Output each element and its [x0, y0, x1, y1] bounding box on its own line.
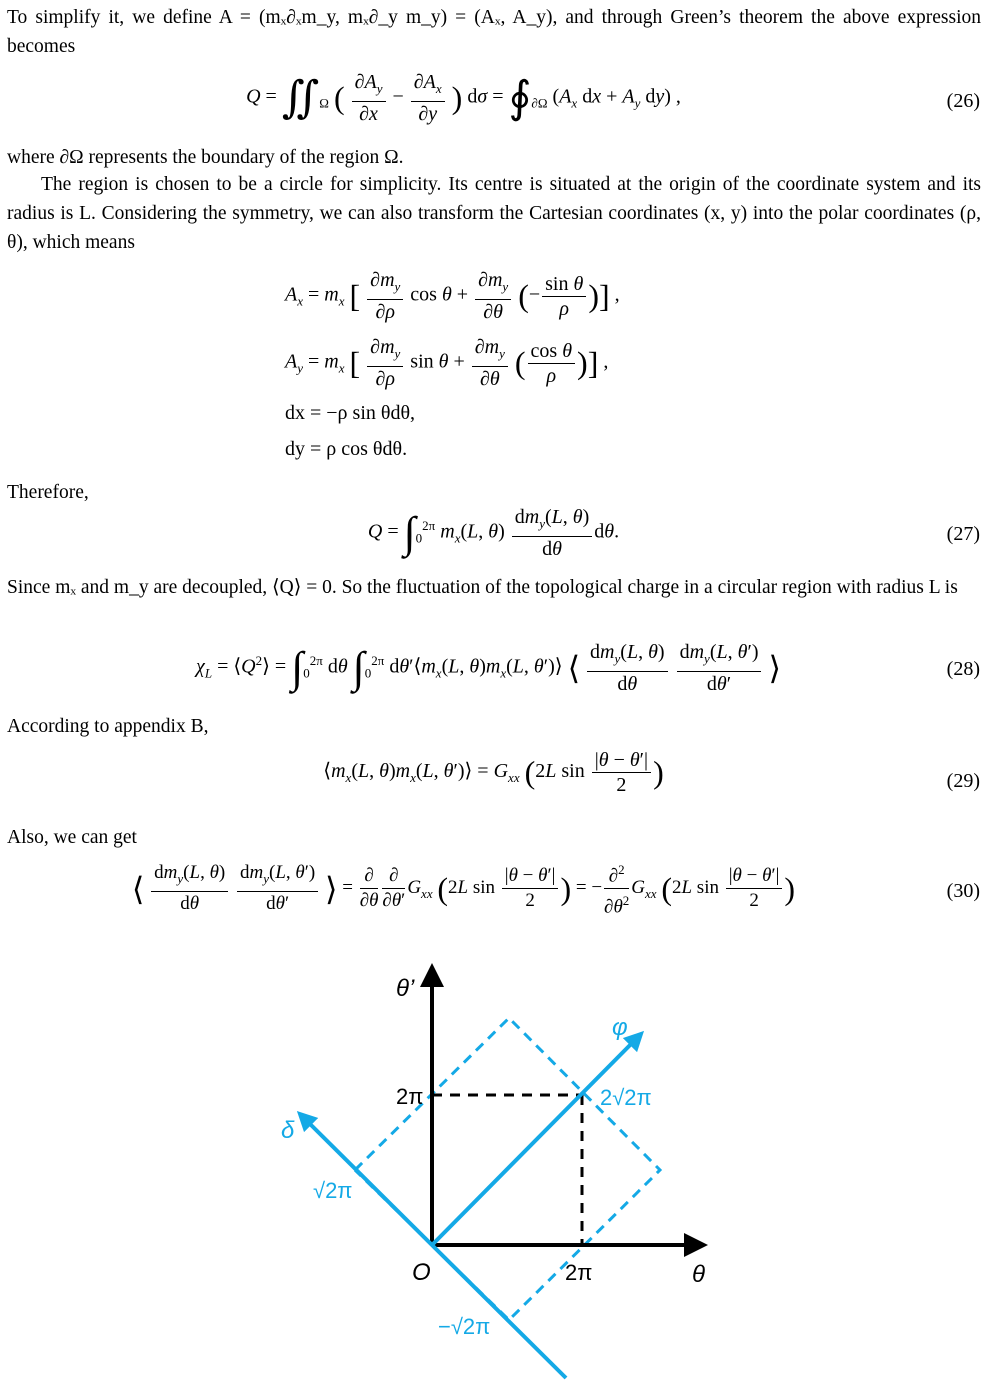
polar-equation-Ay: $A_y = m_x$ [ $\frac{\partial m_y}{\partial\rho}$ sin θ + $\frac{\partial m_y}{\partial\theta}$ ( $\frac{\text{cos θ}}{\rho}$ )] , — [285, 336, 609, 390]
paragraph-circle-region: The region is chosen to be a circle for simplicity. Its centre is situated at the origin of the coordinate system and its radius is L. Considering the symmetry, we can also transform the Cartesian coordinates (x, y) into the polar coordinates (ρ, θ), which means — [7, 174, 981, 253]
label-2pi-vertical: 2π — [396, 1084, 424, 1109]
phi-axis — [432, 1038, 637, 1245]
label-phi: φ — [612, 1014, 628, 1041]
equation-27-body: $Q = \int_0^{2\pi}$ $m_x(L$, θ) $\frac{dm_y(L, \theta)}{d\theta}$ dθ. — [367, 506, 620, 560]
paragraph-therefore: Therefore, — [7, 482, 89, 503]
equation-26-number: (26) — [946, 90, 980, 112]
label-2pi-horizontal: 2π — [565, 1260, 593, 1285]
label-theta-prime: θ’ — [396, 975, 415, 1002]
equation-30-body: ⟨ $\frac{dm_y(L, \theta)}{d\theta}$ $\frac{dm_y(L, \theta')}{d\theta'}$ ⟩ = $\frac{\partial}{\partial\theta}$ $\frac{\partial}{\partial\theta'}$ $G_{xx}$ (2L sin $\frac{|\theta - \theta'|}{2}$ ) = − $\frac{\partial^2}{\partial\theta^2}$ $G_{xx}$ (2L sin $\frac{|\theta - \theta'|}{2}$ ) — [0, 858, 957, 920]
equation-28-body: $\chi_L$ = $⟨Q^2⟩ = \int_0^{2\pi}$ dθ $\int_0^{2\pi}$ $d\theta'⟨m_x(L$, $\theta)m_x(L$, θ′)⟩ ⟨ $\frac{dm_y(L, \theta)}{d\theta}$ $\frac{dm_y(L, \theta')}{d\theta'}$ ⟩ — [196, 641, 781, 695]
equation-29-body: $⟨m_x(L$, $\theta)m_x(L$, θ′)⟩ = $G_{xx}$ (2L sin $\frac{|\theta - \theta'|}{2}$ ) — [323, 749, 664, 796]
label-neg-root2pi: −√2π — [438, 1314, 491, 1339]
equation-29-number: (29) — [946, 770, 980, 792]
label-delta: δ — [281, 1117, 295, 1144]
polar-equation-Ax: $A_x = m_x$ [ $\frac{\partial m_y}{\partial\rho}$ cos θ + $\frac{\partial m_y}{\partial\theta}$ (− $\frac{\text{sin θ}}{\rho}$ )] , — [285, 269, 620, 323]
label-root2pi: √2π — [313, 1178, 353, 1203]
label-origin: O — [412, 1259, 431, 1286]
label-theta: θ — [692, 1261, 706, 1288]
paragraph-decoupled: Since mₓ and m_y are decoupled, ⟨Q⟩ = 0. So the fluctuation of the topological charge in a circular region with radius L is — [7, 577, 958, 598]
label-2root2pi: 2√2π — [600, 1085, 652, 1110]
equation-28-number: (28) — [946, 658, 980, 680]
polar-equation-dx: dx = −ρ sin θdθ, — [285, 402, 416, 424]
paragraph-text: To simplify it, we define A = (mₓ∂ₓm_y, mₓ∂_y m_y) = (Aₓ, A_y), and through Green’s theorem the above expression becomes — [7, 7, 981, 57]
equation-27-number: (27) — [946, 523, 980, 545]
paragraph-also: Also, we can get — [7, 827, 137, 848]
equation-30-number: (30) — [946, 880, 980, 902]
delta-axis — [304, 1118, 566, 1378]
polar-equation-dy: dy = ρ cos θdθ. — [285, 438, 408, 460]
equation-26-body: $Q = ∬_\Omega$ ( $\frac{\partial A_y}{\partial x}$ − $\frac{\partial A_x}{\partial y}$ ) $d\sigma = ∮_{\partial\Omega}$ ($A_x$ dx + $A_y$ dy) , — [246, 71, 681, 125]
paragraph-boundary: where ∂Ω represents the boundary of the region Ω. — [7, 147, 404, 168]
paragraph-appendix: According to appendix B, — [7, 716, 209, 737]
